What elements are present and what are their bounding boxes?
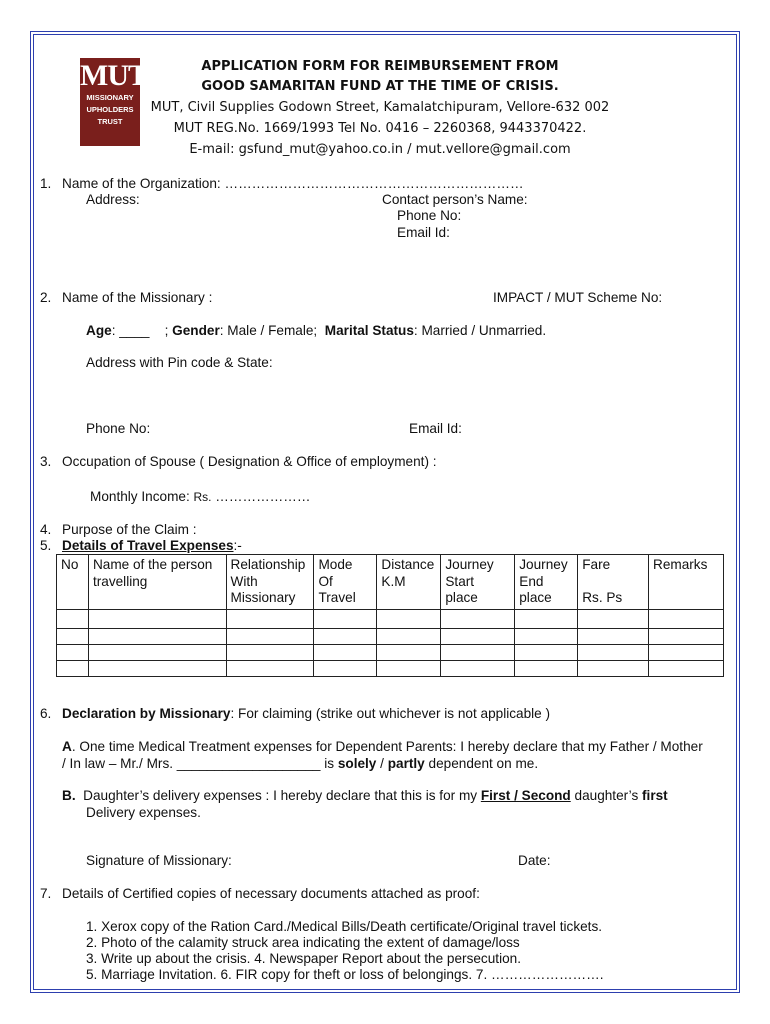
org-email: E-mail: gsfund_mut@yahoo.co.in / mut.vellore@gmail.com [189,142,571,157]
logo-line3: TRUST [97,117,123,126]
list-item: 2. Photo of the calamity struck area indicating the extent of damage/loss [86,935,520,950]
gender-options: : Male / Female; [219,323,318,338]
logo-text: MUT [80,59,147,92]
s1-dots: ………………………………………………………… [224,176,524,191]
solely-option: solely [337,756,377,771]
age-blank: : ____ [111,323,150,338]
s6-label: Declaration by Missionary [62,706,231,721]
s4-number: 4. [40,522,52,537]
s5-heading [62,537,242,554]
form-title-line2: GOOD SAMARITAN FUND AT THE TIME OF CRISIS. [201,79,559,94]
age-label: Age [86,323,112,338]
travel-expenses-table [56,554,724,677]
col-header-no: No [57,555,89,610]
missionary-phone-field[interactable]: Phone No: [86,421,151,436]
organization-name-field[interactable] [62,175,524,192]
s5-suffix: :- [233,538,242,553]
partly-option: partly [387,756,425,771]
monthly-income-field[interactable] [90,488,310,506]
missionary-email-field[interactable]: Email Id: [409,421,462,436]
s6-heading [62,705,550,722]
table-row[interactable] [57,660,724,676]
missionary-name-field[interactable]: Name of the Missionary : [62,290,213,305]
list-item: 1. Xerox copy of the Ration Card./Medical Bills/Death certificate/Original travel tickets. [86,919,603,934]
list-item: 5. Marriage Invitation. 6. FIR copy for theft or loss of belongings. 7. ……………………. [86,967,604,982]
s3-number: 3. [40,454,52,469]
org-address: MUT, Civil Supplies Godown Street, Kamalatchipuram, Vellore-632 002 [150,100,610,115]
income-dots: ………………… [215,489,311,504]
s1-number: 1. [40,176,52,191]
col-header-distance: Distance K.M [377,555,441,610]
claim-purpose-field[interactable]: Purpose of the Claim : [62,522,197,537]
org-address-field[interactable]: Address: [86,192,140,207]
declaration-a-line1: A. One time Medical Treatment expenses for Dependent Parents: I hereby declare that my Father / Mother [62,739,703,754]
table-row[interactable] [57,609,724,628]
org-phone-field[interactable]: Phone No: [397,208,462,223]
marital-options: : Married / Unmarried. [413,323,547,338]
income-rs: Rs. [193,490,212,504]
s6-rest: : For claiming (strike out whichever is not applicable ) [230,706,551,721]
col-header-start: Journey Start place [441,555,515,610]
missionary-address-field[interactable]: Address with Pin code & State: [86,355,273,370]
table-row[interactable] [57,644,724,660]
declaration-b-line1[interactable]: B. Daughter’s delivery expenses : I hereby declare that this is for my First / Second daughter’s first [62,788,668,803]
marital-label: Marital Status [324,323,414,338]
signature-field[interactable]: Signature of Missionary: [86,853,232,868]
gender-label: Gender [172,323,220,338]
s7-label: Details of Certified copies of necessary documents attached as proof: [62,886,480,901]
s6-number: 6. [40,706,52,721]
org-registration: MUT REG.No. 1669/1993 Tel No. 0416 – 2260368, 9443370422. [173,121,587,136]
s1-label: Name of the Organization: [62,176,221,191]
col-header-end: Journey End place [515,555,578,610]
table-header-row [57,555,724,610]
declaration-b-line2: Delivery expenses. [86,805,201,820]
col-header-mode: Mode Of Travel [314,555,377,610]
form-title-line1: APPLICATION FORM FOR REIMBURSEMENT FROM [201,59,559,74]
s5-label: Details of Travel Expenses [62,538,234,553]
age-gender-marital-line[interactable]: Age: ____ ; Gender: Male / Female; Marital Status: Married / Unmarried. [86,323,547,338]
table-row[interactable] [57,628,724,644]
s2-number: 2. [40,290,52,305]
a-letter: A [62,739,72,754]
date-field[interactable]: Date: [518,853,551,868]
logo-line2: UPHOLDERS [86,105,134,114]
b-letter: B. [62,788,76,803]
first-second-option: First / Second [480,788,571,803]
declaration-a-line2[interactable]: / In law – Mr./ Mrs. ___________________ is solely / partly dependent on me. [62,756,539,771]
s7-number: 7. [40,886,52,901]
org-email-field[interactable]: Email Id: [397,225,450,240]
col-header-fare: Fare Rs. Ps [578,555,649,610]
col-header-person: Name of the person travelling [88,555,226,610]
col-header-remarks: Remarks [649,555,724,610]
income-label: Monthly Income: [90,489,190,504]
col-header-relationship: Relationship With Missionary [226,555,314,610]
list-item: 3. Write up about the crisis. 4. Newspaper Report about the persecution. [86,951,521,966]
spouse-occupation-field[interactable]: Occupation of Spouse ( Designation & Office of employment) : [62,454,437,469]
logo-line1: MISSIONARY [86,93,134,102]
contact-person-field[interactable]: Contact person’s Name: [382,192,528,207]
s5-number: 5. [40,538,52,553]
scheme-no-field[interactable]: IMPACT / MUT Scheme No: [493,290,663,305]
